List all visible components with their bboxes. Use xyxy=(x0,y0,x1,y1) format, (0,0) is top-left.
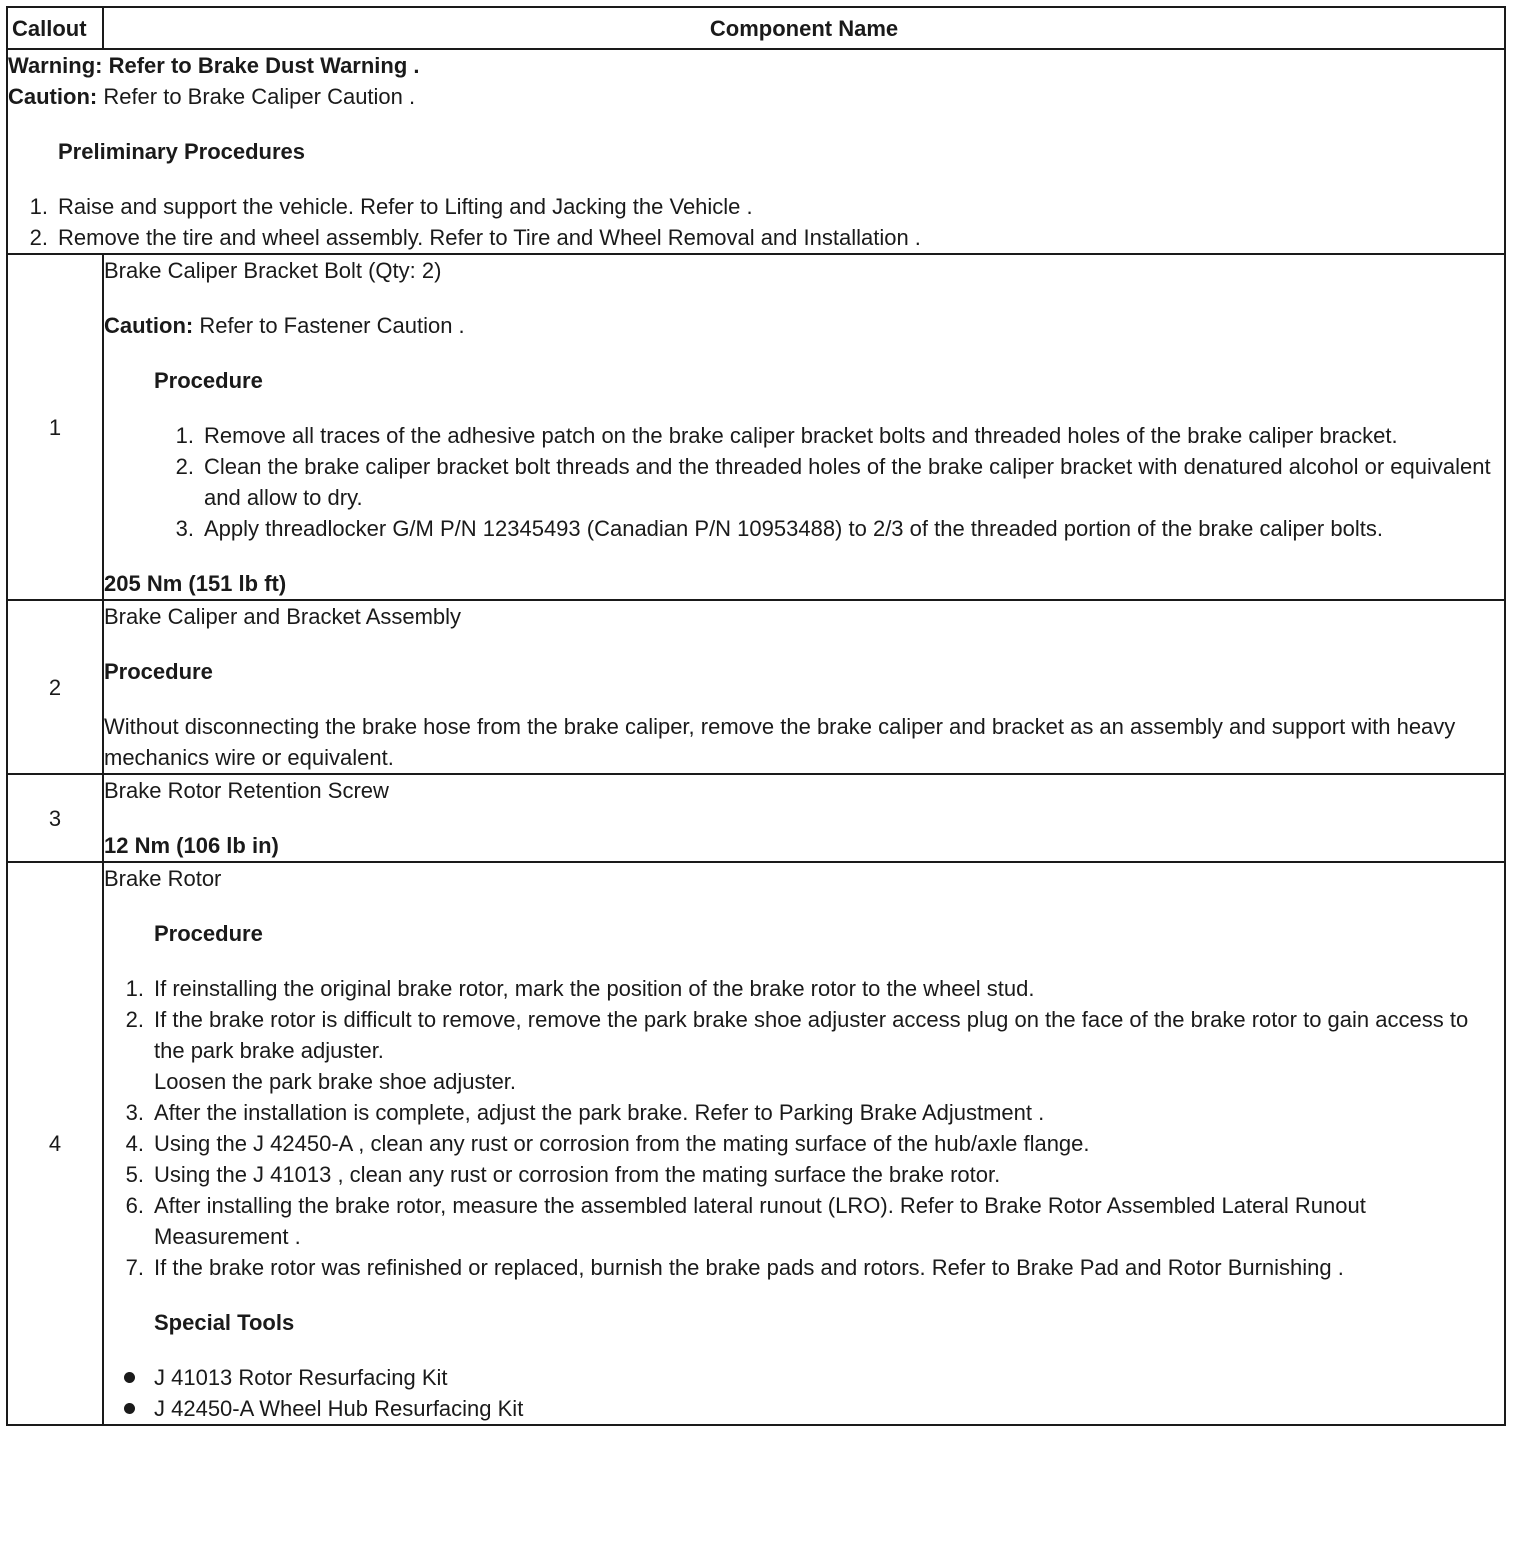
warning-label: Warning: xyxy=(8,53,103,78)
table-row xyxy=(7,774,1505,862)
component-cell xyxy=(103,254,1505,600)
list-item: 2. Remove the tire and wheel assembly. Refer to Tire and Wheel Removal and Installation . xyxy=(29,225,921,250)
bullet-icon xyxy=(124,1403,135,1414)
table-row xyxy=(7,600,1505,774)
component-cell xyxy=(103,862,1505,1425)
list-item: 3. Apply threadlocker G/M P/N 12345493 (Canadian P/N 10953488) to 2/3 of the threaded portion of the brake caliper bolts. xyxy=(175,516,1383,541)
procedure-title: Procedure xyxy=(104,659,213,684)
callout-column-header: Callout xyxy=(7,7,103,49)
procedure-steps xyxy=(104,973,1504,1283)
warning-line xyxy=(8,50,1504,81)
torque-spec: 205 Nm (151 lb ft) xyxy=(104,571,287,596)
bullet-icon xyxy=(124,1372,135,1383)
intro-row xyxy=(7,49,1505,254)
component-column-header: Component Name xyxy=(103,7,1505,49)
list-item: J 41013 Rotor Resurfacing Kit xyxy=(104,1362,1504,1393)
list-item: 7. If the brake rotor was refinished or replaced, burnish the brake pads and rotors. Refer to Brake Pad and Rotor Burnishing . xyxy=(125,1255,1344,1280)
callout-number: 4 xyxy=(7,862,103,1425)
procedure-steps xyxy=(154,420,1504,544)
warning-text: Refer to Brake Dust Warning . xyxy=(102,53,420,78)
callout-number: 2 xyxy=(7,600,103,774)
list-item: 2. Clean the brake caliper bracket bolt threads and the threaded holes of the brake caliper bracket with denatured alcohol or equivalent and allow to dry. xyxy=(175,454,1491,510)
list-item: J 42450-A Wheel Hub Resurfacing Kit xyxy=(104,1393,1504,1424)
component-title: Brake Caliper and Bracket Assembly xyxy=(104,604,462,629)
component-cell xyxy=(103,774,1505,862)
special-tools-list xyxy=(104,1362,1504,1424)
callout-number: 1 xyxy=(7,254,103,600)
list-item: 5. Using the J 41013 , clean any rust or corrosion from the mating surface the brake rotor. xyxy=(125,1162,1001,1187)
caution-label: Caution: xyxy=(104,313,194,338)
component-cell xyxy=(103,600,1505,774)
list-item: 3. After the installation is complete, adjust the park brake. Refer to Parking Brake Adjustment . xyxy=(125,1100,1045,1125)
list-item: 1. Remove all traces of the adhesive patch on the brake caliper bracket bolts and threaded holes of the brake caliper bracket. xyxy=(175,423,1398,448)
caution-text: Refer to Brake Caliper Caution . xyxy=(97,84,416,109)
component-table xyxy=(6,6,1506,1426)
component-title: Brake Rotor xyxy=(104,866,222,891)
caution-text: Refer to Fastener Caution . xyxy=(193,313,465,338)
caution-line xyxy=(104,310,1504,341)
table-row xyxy=(7,862,1505,1425)
preliminary-procedures-title: Preliminary Procedures xyxy=(58,139,306,164)
component-title: Brake Rotor Retention Screw xyxy=(104,778,389,803)
callout-number: 3 xyxy=(7,774,103,862)
caution-label: Caution: xyxy=(8,84,98,109)
table-header-row xyxy=(7,7,1505,49)
intro-cell xyxy=(7,49,1505,254)
component-title: Brake Caliper Bracket Bolt (Qty: 2) xyxy=(104,258,442,283)
torque-spec: 12 Nm (106 lb in) xyxy=(104,833,279,858)
caution-line xyxy=(8,81,1504,112)
procedure-text: Without disconnecting the brake hose from the brake caliper, remove the brake caliper and bracket as an assembly and support with heavy mechanics wire or equivalent. xyxy=(104,714,1456,770)
special-tools-title: Special Tools xyxy=(154,1310,295,1335)
list-item: 2. If the brake rotor is difficult to remove, remove the park brake shoe adjuster access plug on the face of the brake rotor to gain access to the park brake adjuster. Loosen the park brake shoe adjuster. xyxy=(125,1007,1469,1094)
list-item: 4. Using the J 42450-A , clean any rust or corrosion from the mating surface of the hub/axle flange. xyxy=(125,1131,1090,1156)
list-item: 1. Raise and support the vehicle. Refer to Lifting and Jacking the Vehicle . xyxy=(29,194,753,219)
procedure-title: Procedure xyxy=(154,368,263,393)
preliminary-steps xyxy=(8,191,1504,253)
list-item: 6. After installing the brake rotor, measure the assembled lateral runout (LRO). Refer to Brake Rotor Assembled Lateral Runout Measurement . xyxy=(125,1193,1366,1249)
procedure-document xyxy=(6,6,1506,1426)
table-row xyxy=(7,254,1505,600)
list-item: 1. If reinstalling the original brake rotor, mark the position of the brake rotor to the wheel stud. xyxy=(125,976,1035,1001)
procedure-title: Procedure xyxy=(154,921,263,946)
